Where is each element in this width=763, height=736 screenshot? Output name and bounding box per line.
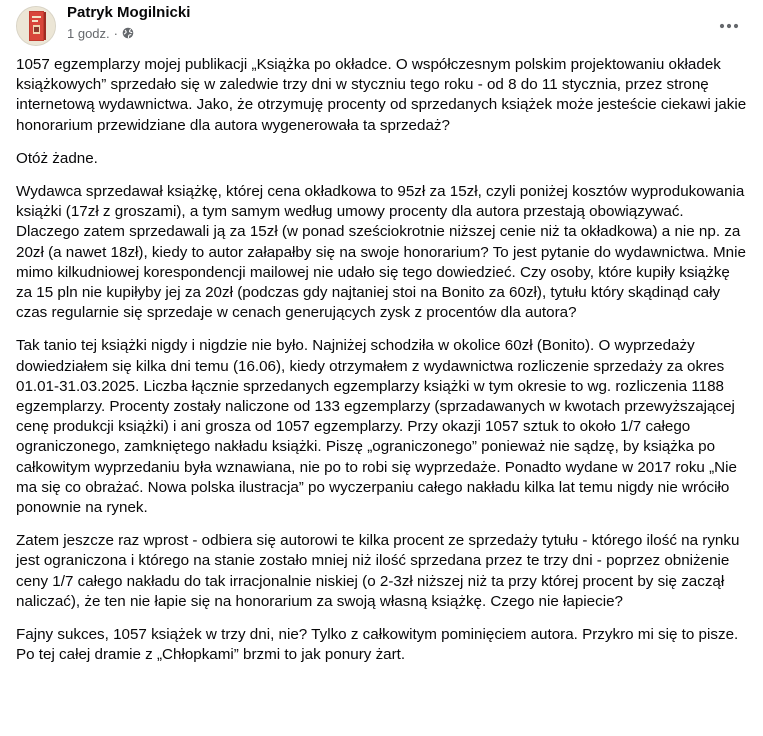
post-paragraph: Wydawca sprzedawał książkę, której cena okładkowa to 95zł za 15zł, czyli poniżej kosztów wyprodukowania książki (17zł z groszami), a tym samym według umowy procenty dla autora przestają obowiązywać. Dlaczego zatem sprzedawali ją za 15zł (w ponad sześciokrotnie niższej cenie niż ta okładkowa) a nie np. za 20zł (a nawet 18zł), kiedy to autor załapałby się na swoje honorarium? To jest pytanie do wydawnictwa. Mnie mimo kilkudniowej korespondencji mailowej nie udało się tego dowiedzieć. Czy osoby, które kupiły książkę za 15 pln nie kupiłyby jej za 20zł (podczas gdy najtaniej stoi na Bonito za 60zł), tytułu który skądinąd cały czas regularnie się sprzedaje w cenach generujących zysk z procentów dla autora? (16, 183, 746, 322)
meta-separator: · (113, 25, 118, 41)
author-avatar[interactable] (16, 6, 56, 46)
post-paragraph: Otóż żadne. (16, 149, 98, 167)
more-options-button[interactable] (711, 8, 747, 44)
more-horizontal-icon (719, 23, 739, 29)
post-header (16, 0, 747, 52)
post-body (16, 55, 750, 678)
book-cover-avatar-icon (17, 7, 55, 45)
post-paragraph: 1057 egzemplarzy mojej publikacji „Książka po okładce. O współczesnym polskim projektowaniu okładek książkowych” sprzedało się w zaledwie trzy dni w styczniu tego roku - od 8 do 11 stycznia, przez stronę internetową wydawnictwa. Jako, że otrzymuję procenty od sprzedanych książek może jesteście ciekawi jakie honorarium przewidziane dla autora wygenerowała ta sprzedaż? (16, 56, 747, 134)
post-paragraph: Tak tanio tej książki nigdy i nigdzie nie było. Najniżej schodziła w okolice 60zł (Bonito). O wyprzedaży dowiedziałem się kilka dni temu (16.06), kiedy otrzymałem z wydawnictwa rozliczenie sprzedaży za okres 01.01-31.03.2025. Liczba łącznie sprzedanych egzemplarzy książki w tym okresie to wg. rozliczenia 1188 egzemplarzy. Procenty zostały naliczone od 133 egzemplarzy (sprzadawanych w kwotach przewyższającej cenę produkcji książki) i ani grosza od 1057 egzemplarzy. Przy okazji 1057 sztuk to około 1/7 całego ograniczonego, zamkniętego nakładu książki. Piszę „ograniczonego” ponieważ nie sądzę, by książka po całkowitym wyprzedaniu była wznawiana, nie po to robi się wyprzedaże. Ponadto wydane w 2017 roku „Nie ma się co obrażać. Nowa polska ilustracja” po wyczerpaniu całego nakładu kilka lat temu nigdy nie wróciło ponownie na rynek. (16, 337, 737, 517)
globe-icon[interactable] (122, 27, 134, 39)
post-meta (67, 25, 134, 41)
post-paragraph: Fajny sukces, 1057 książek w trzy dni, nie? Tylko z całkowitym pominięciem autora. Przykro mi się to pisze. Po tej całej dramie z „Chłopkami” brzmi to jak ponury żart. (16, 626, 739, 664)
post-timestamp[interactable]: 1 godz. (67, 25, 110, 41)
post-paragraph: Zatem jeszcze raz wprost - odbiera się autorowi te kilka procent ze sprzedaży tytułu - którego ilość na rynku jest ograniczona i którego na stanie zostało mniej niż ilość sprzedana przez te trzy dni - poprzez obniżenie ceny 1/7 całego nakładu do tak irracjonalnie niskiej (o 2-3zł niższej niż ta przy której procent by się zaczął naliczać), że ten nie łapie się na honorarium za swoją własną książkę. Czego nie łapiecie? (16, 532, 740, 610)
author-name[interactable]: Patryk Mogilnicki (67, 4, 191, 21)
